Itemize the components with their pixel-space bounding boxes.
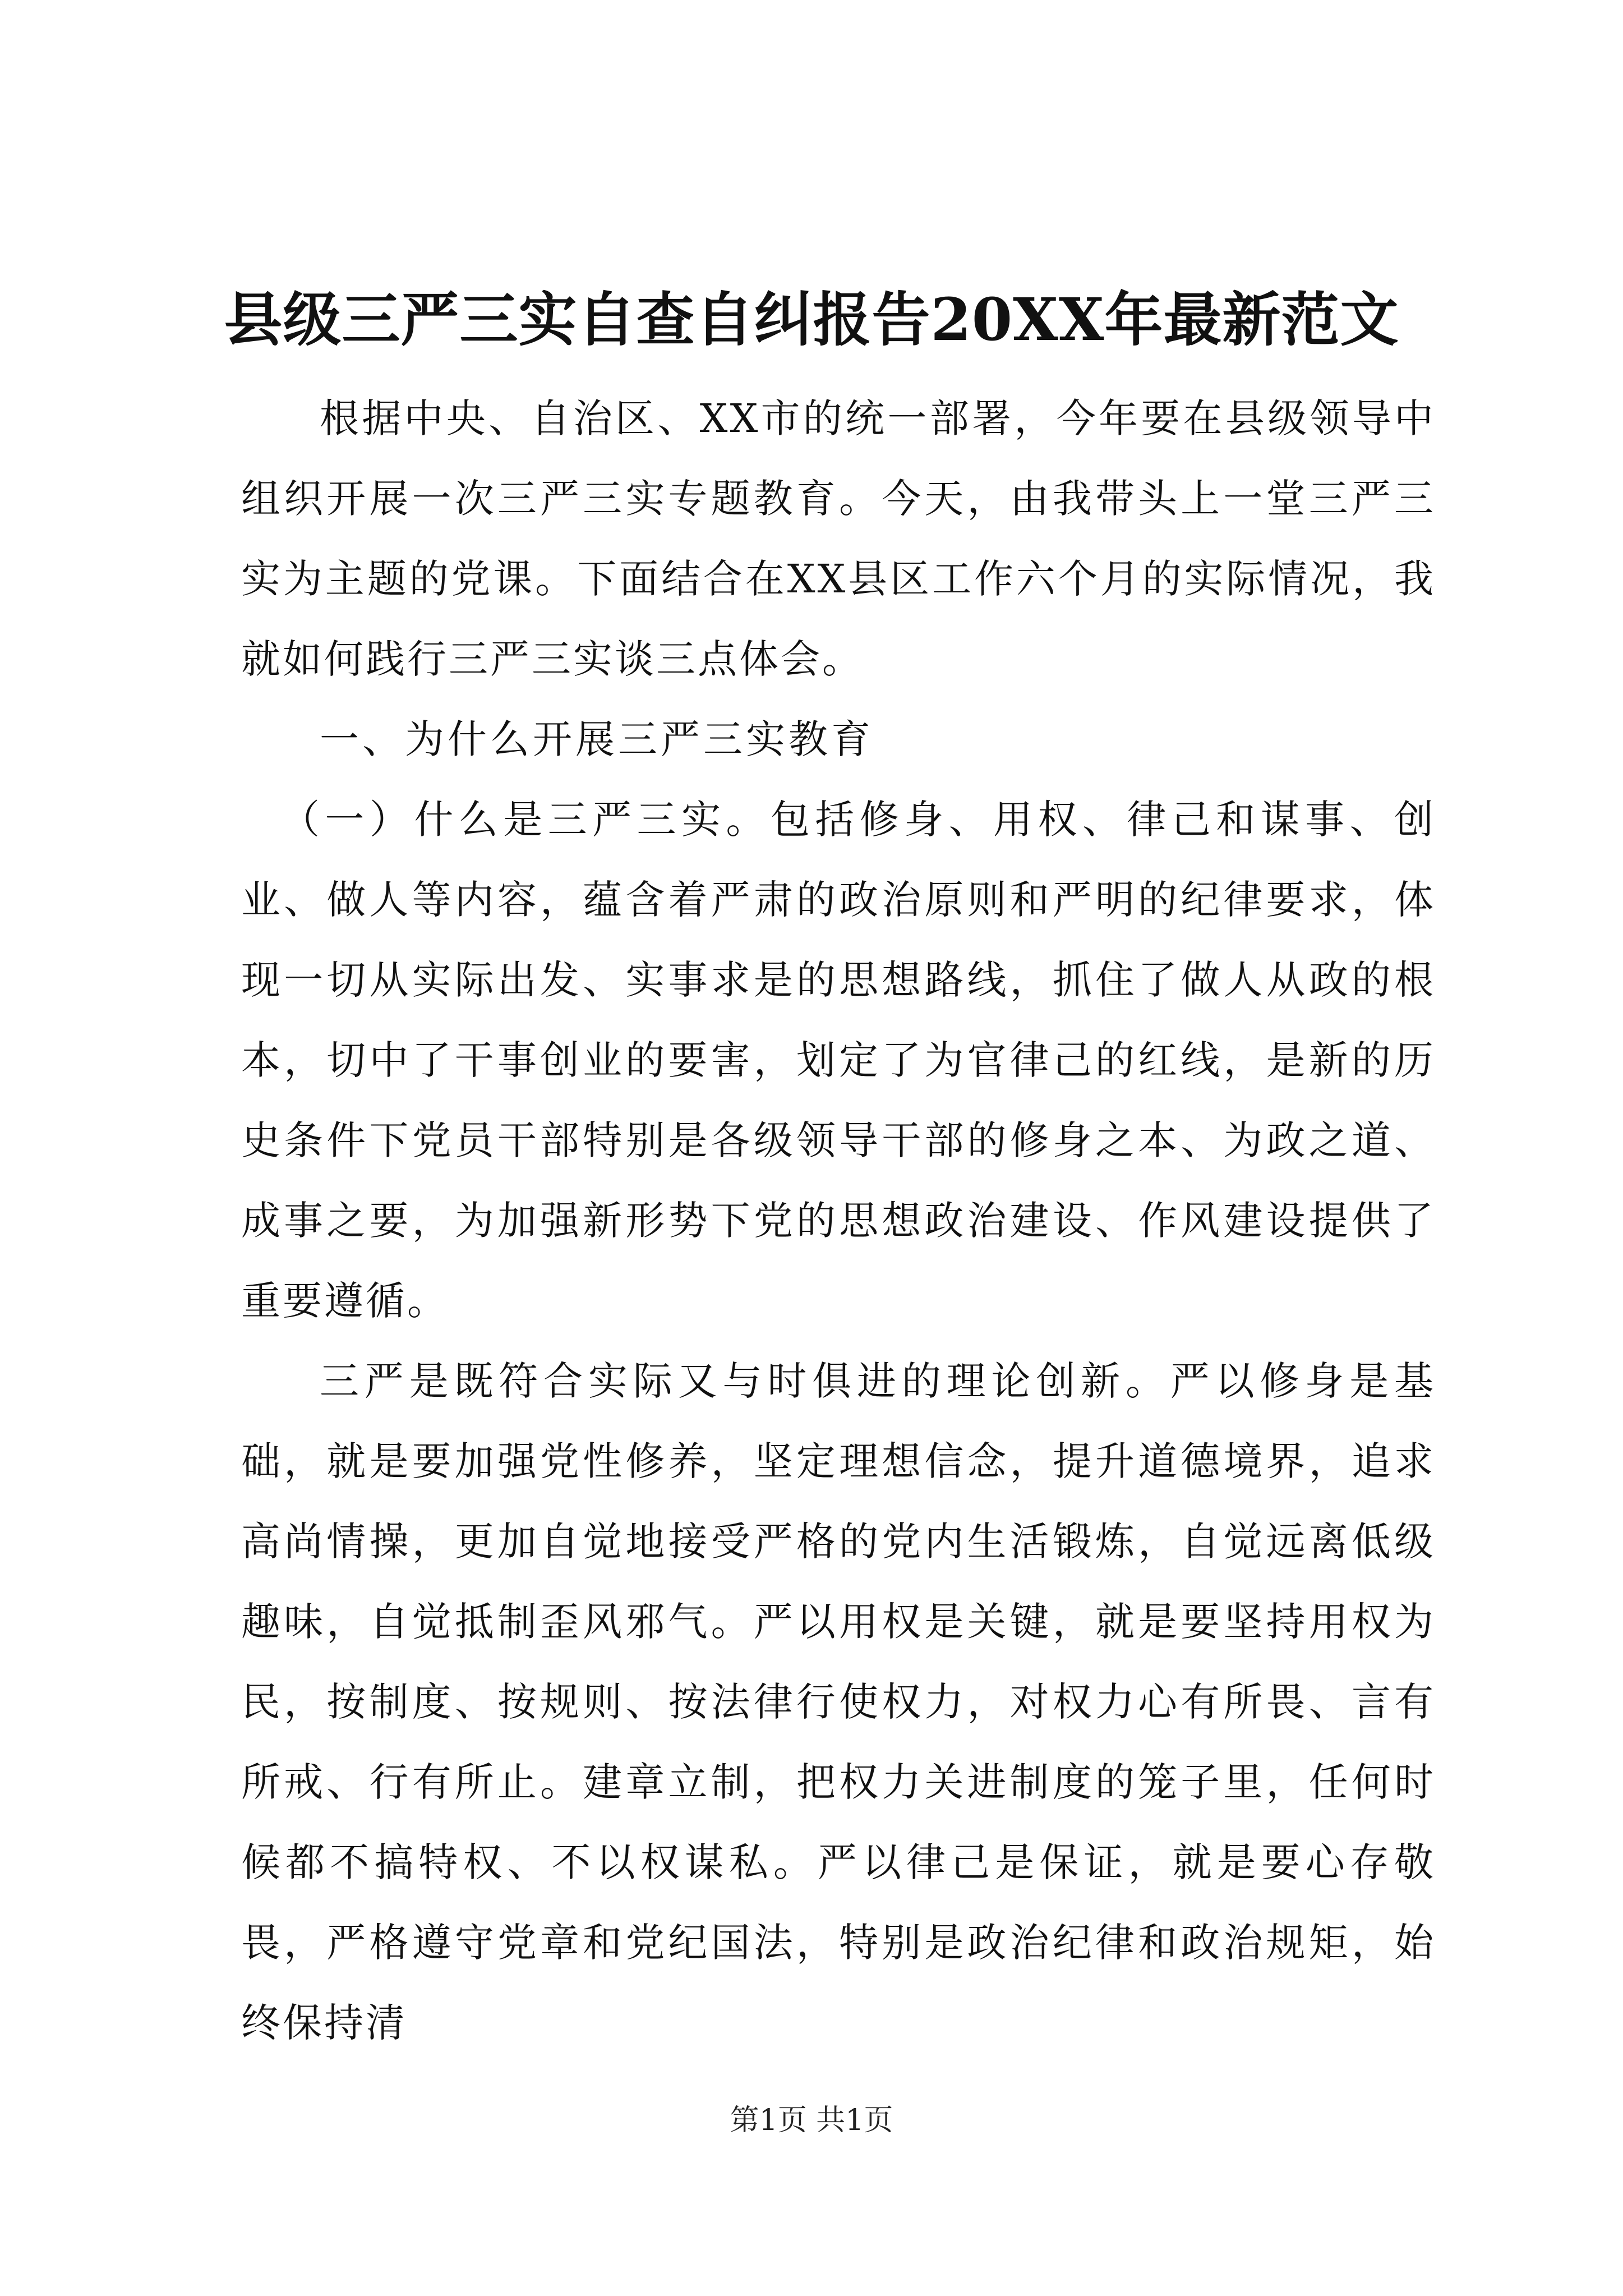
paragraph-what-is: （一）什么是三严三实。包括修身、用权、律己和谋事、创业、做人等内容，蕴含着严肃的政治原则和严明的纪律要求，体现一切从实际出发、实事求是的思想路线，抓住了做人从政的根本，切中了干事创业的要害，划定了为官律己的红线，是新的历史条件下党员干部特别是各级领导干部的修身之本、为政之道、成事之要，为加强新形势下党的思想政治建设、作风建设提供了重要遵循。	[241, 797, 1436, 1324]
section-heading-1: 一、为什么开展三严三实教育	[320, 716, 874, 762]
document-title: 县级三严三实自查自纠报告20XX年最新范文	[224, 285, 1399, 354]
paragraph-three-strict: 三严是既符合实际又与时俱进的理论创新。严以修身是基础，就是要加强党性修养，坚定理想信念，提升道德境界，追求高尚情操，更加自觉地接受严格的党内生活锻炼，自觉远离低级趣味，自觉抵制歪风邪气。严以用权是关键，就是要坚持用权为民，按制度、按规则、按法律行使权力，对权力心有所畏、言有所戒、行有所止。建章立制，把权力关进制度的笼子里，任何时候都不搞特权、不以权谋私。严以律己是保证，就是要心存敬畏，严格遵守党章和党纪国法，特别是政治纪律和政治规矩，始终保持清	[241, 1358, 1436, 2046]
page-footer: 第1页 共1页	[730, 2104, 893, 2137]
paragraph-intro: 根据中央、自治区、XX市的统一部署，今年要在县级领导中组织开展一次三严三实专题教育。今天，由我带头上一堂三严三实为主题的党课。下面结合在XX县区工作六个月的实际情况，我就如何践行三严三实谈三点体会。	[241, 395, 1436, 682]
document-body	[241, 379, 1436, 2063]
